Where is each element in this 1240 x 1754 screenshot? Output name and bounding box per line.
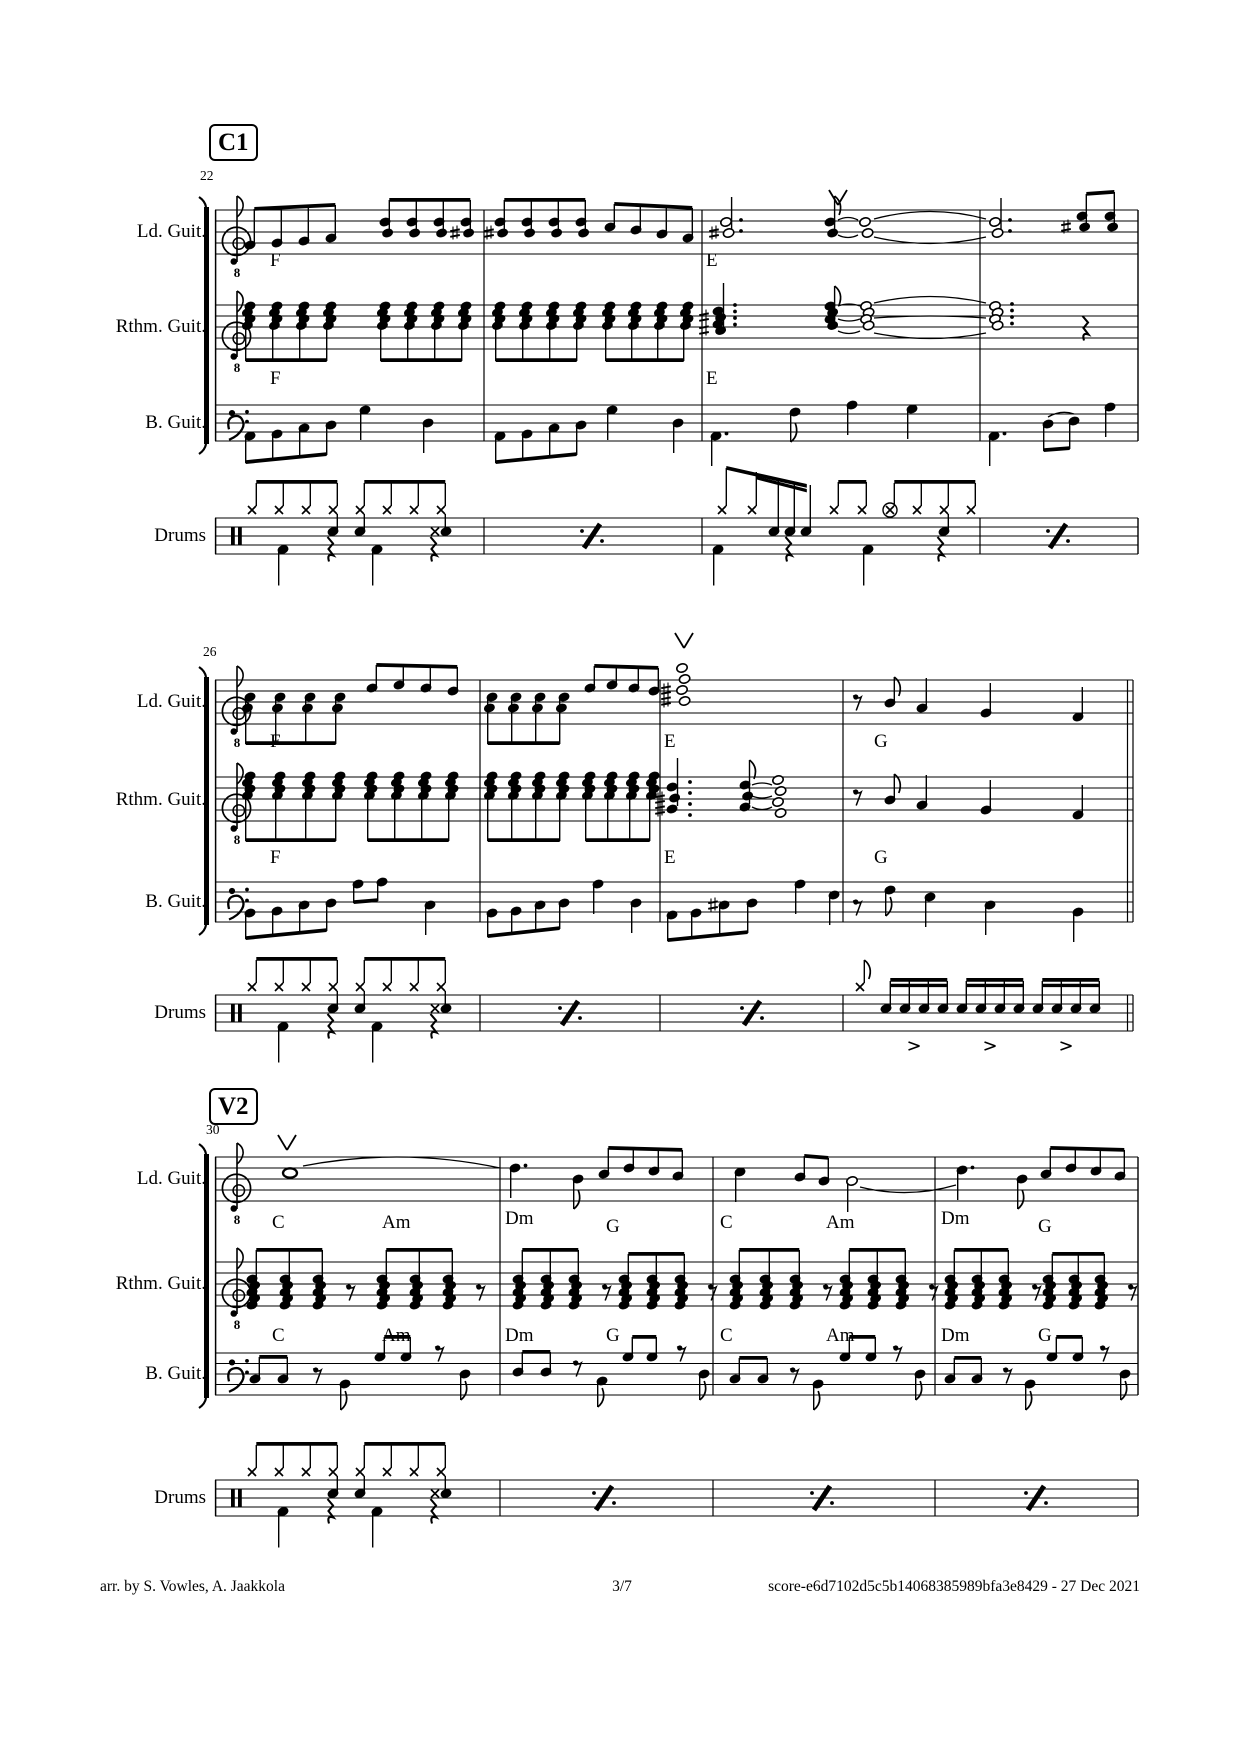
chord-symbol: Dm xyxy=(505,1325,534,1346)
chord-symbol: Dm xyxy=(941,1208,970,1229)
staff-label-ld-guit: Ld. Guit. xyxy=(136,1168,206,1189)
measure-number: 30 xyxy=(206,1122,220,1137)
chord-symbol: Am xyxy=(826,1212,855,1233)
staff-label-drums: Drums xyxy=(154,1002,206,1023)
staff-label-rthm-guit: Rthm. Guit. xyxy=(115,789,206,810)
octave-8-marker: 8 xyxy=(233,360,241,375)
rehearsal-mark-c1: C1 xyxy=(209,124,258,161)
chord-symbol: Am xyxy=(382,1212,411,1233)
chord-symbol: Am xyxy=(382,1325,411,1346)
octave-8-marker: 8 xyxy=(233,735,241,750)
footer-arranger: arr. by S. Vowles, A. Jaakkola xyxy=(100,1578,285,1595)
chord-symbol: Am xyxy=(826,1325,855,1346)
chord-symbol: F xyxy=(270,847,281,868)
chord-symbol: F xyxy=(270,368,281,389)
chord-symbol: C xyxy=(720,1325,733,1346)
chord-symbol: E xyxy=(706,368,718,389)
chord-symbol: C xyxy=(272,1325,285,1346)
chord-symbol: E xyxy=(664,731,676,752)
staff-label-b-guit: B. Guit. xyxy=(145,412,206,433)
chord-symbol: C xyxy=(720,1212,733,1233)
chord-symbol: E xyxy=(706,250,718,271)
system-1-notation xyxy=(199,190,1138,586)
footer-score-id: score-e6d7102d5c5b14068385989bfa3e8429 - 27 Dec 2021 xyxy=(768,1578,1140,1595)
chord-symbol: Dm xyxy=(505,1208,534,1229)
octave-8-marker: 8 xyxy=(233,265,241,280)
octave-8-marker: 8 xyxy=(233,832,241,847)
chord-symbol: C xyxy=(272,1212,285,1233)
staff-label-rthm-guit: Rthm. Guit. xyxy=(115,316,206,337)
staff-label-ld-guit: Ld. Guit. xyxy=(136,691,206,712)
chord-symbol: F xyxy=(270,250,281,271)
footer-page-number: 3/7 xyxy=(612,1578,632,1595)
octave-8-marker: 8 xyxy=(233,1212,241,1227)
measure-number: 26 xyxy=(203,644,217,659)
rehearsal-mark-v2: V2 xyxy=(209,1088,258,1125)
chord-symbol: G xyxy=(606,1216,620,1237)
chord-symbol: G xyxy=(874,731,888,752)
staff-label-ld-guit: Ld. Guit. xyxy=(136,221,206,242)
staff-label-rthm-guit: Rthm. Guit. xyxy=(115,1273,206,1294)
staff-label-drums: Drums xyxy=(154,1487,206,1508)
staff-label-drums: Drums xyxy=(154,525,206,546)
chord-symbol: F xyxy=(270,731,281,752)
chord-symbol: G xyxy=(1038,1216,1052,1237)
system-3-notation xyxy=(199,1135,1138,1548)
measure-number: 22 xyxy=(200,168,214,183)
staff-label-b-guit: B. Guit. xyxy=(145,891,206,912)
staff-label-b-guit: B. Guit. xyxy=(145,1363,206,1384)
chord-symbol: E xyxy=(664,847,676,868)
chord-symbol: G xyxy=(606,1325,620,1346)
chord-symbol: Dm xyxy=(941,1325,970,1346)
chord-symbol: G xyxy=(874,847,888,868)
chord-symbol: G xyxy=(1038,1325,1052,1346)
octave-8-marker: 8 xyxy=(233,1317,241,1332)
